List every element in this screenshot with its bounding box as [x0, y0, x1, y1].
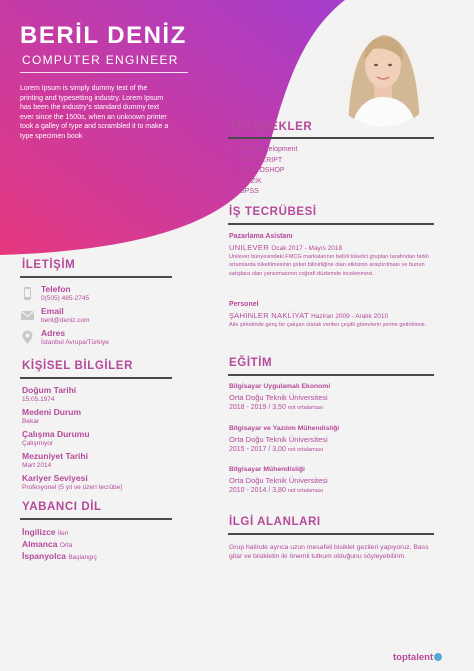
experience-dates: Haziran 2009 - Aralık 2010: [311, 313, 389, 320]
phone-label: Telefon: [41, 284, 71, 294]
experience-company-line: [229, 243, 342, 252]
education-gpa: 3,80: [272, 487, 286, 494]
experience-dates: Ocak 2017 - Mayıs 2018: [271, 245, 343, 252]
education-gpa: 3,00: [272, 446, 286, 453]
profile-photo: [326, 13, 440, 127]
marital-status-value: Bekar: [22, 418, 39, 425]
experience-company: UNILEVER: [229, 243, 269, 252]
languages-section-title: YABANCI DİL: [22, 501, 102, 513]
education-years: 2015 - 2017: [229, 446, 267, 453]
experience-role: Pazarlama Asistanı: [229, 233, 293, 240]
interests-section-rule: [228, 533, 434, 535]
experience-description: Unilever bünyesindeki FMCG markalarının belirli tüketici grupları tarafından farklı ortamlarda tüketilmesinin şirket bilinirliğine olan etkisinin araştırılması ve bunun satışlara olan yansımasının coğrafi düzlemde incelenmesi.: [229, 254, 429, 277]
language-item: [22, 527, 68, 537]
skill-item: • JAVASCRIPT: [240, 156, 297, 167]
languages-section-rule: [20, 518, 172, 520]
skills-section-title: YETENEKLER: [229, 121, 313, 133]
education-degree: Bilgisayar Mühendisliği: [229, 466, 305, 473]
education-years: 2018 - 2019: [229, 404, 267, 411]
skill-item: • SPSS: [240, 187, 297, 198]
address-value: İstanbul Avrupa/Türkiye: [41, 339, 109, 346]
career-level-label: Kariyer Seviyesi: [22, 473, 88, 483]
language-level: İleri: [57, 530, 69, 537]
birthdate-value: 15.05.1974: [22, 396, 55, 403]
interests-section-title: İLGİ ALANLARI: [229, 516, 321, 528]
education-gpa-note: not ortalaması: [287, 405, 324, 411]
career-level-value: Profesyonel (5 yıl ve üzeri tecrübe): [22, 484, 123, 491]
graduation-date-label: Mezuniyet Tarihi: [22, 451, 88, 461]
education-section-rule: [228, 374, 434, 376]
employment-status-label: Çalışma Durumu: [22, 429, 90, 439]
email-label: Email: [41, 306, 64, 316]
experience-company-line: [229, 311, 388, 320]
skill-item: • PHOTOSHOP: [240, 166, 297, 177]
education-gpa-note: not ortalaması: [287, 488, 324, 494]
experience-section-title: İŞ TECRÜBESİ: [229, 206, 317, 218]
language-level: Başlangıç: [68, 554, 97, 561]
envelope-icon: [20, 308, 35, 323]
skill-item: • Web Development: [240, 145, 297, 156]
candidate-name: BERİL DENİZ: [20, 22, 187, 49]
education-detail: 2018 - 2019 / 3,50 not ortalaması: [229, 404, 324, 411]
contact-email: [20, 306, 190, 328]
contact-address: [20, 328, 190, 350]
education-degree: Bilgisayar Uygulamalı Ekonomi: [229, 383, 331, 390]
education-school: Orta Doğu Teknik Üniversitesi: [229, 435, 328, 444]
profile-summary: Lorem Ipsum is simply dummy text of the printing and typesetting industry. Lorem Ipsum has been the industry's standard dummy text ever since the 1500s, when an unknown printer took a galley of type and scrambled it to make a type specimen book: [20, 85, 169, 140]
experience-description: Aile şirketinde genç bir çalışan olarak verilen çeşitli görevlerin yerine getirilmesi.: [229, 322, 427, 328]
language-level: Orta: [59, 542, 73, 549]
education-gpa-note: not ortalaması: [287, 447, 324, 453]
personal-section-rule: [20, 377, 172, 379]
contact-section-rule: [20, 276, 172, 278]
interests-text: Grup halinde ayrıca uzun mesafeli bisiklet gezileri yapıyoruz. Bass gitar ve bisikletin iki önemli tutkum olduğunu söyleyebilirim.: [229, 544, 429, 561]
education-detail: 2015 - 2017 / 3,00 not ortalaması: [229, 446, 324, 453]
experience-section-rule: [228, 223, 434, 225]
education-degree: Bilgisayar ve Yazılım Mühendisliği: [229, 425, 340, 432]
address-label: Adres: [41, 328, 66, 338]
phone-value: 0(505) 485-2745: [41, 295, 90, 302]
language-item: [22, 551, 97, 561]
toptalent-logo[interactable]: [393, 652, 442, 663]
personal-section-title: KİŞİSEL BİLGİLER: [22, 360, 133, 372]
skill-item: • MÜZİK: [240, 177, 297, 188]
skills-section-rule: [228, 137, 434, 139]
employment-status-value: Çalışmıyor: [22, 440, 54, 447]
phone-icon: [20, 286, 35, 301]
marital-status-label: Medeni Durum: [22, 407, 82, 417]
contact-phone: [20, 284, 190, 306]
language-name: Almanca: [22, 539, 58, 549]
logo-text: toptalent: [393, 652, 434, 663]
location-pin-icon: [20, 330, 35, 345]
education-years: 2010 - 2014: [229, 487, 267, 494]
name-divider: [20, 72, 188, 73]
email-value: beril@deniz.com: [41, 317, 90, 324]
graduation-date-value: Mart 2014: [22, 462, 52, 469]
education-gpa: 3,50: [272, 404, 286, 411]
skills-list: [230, 145, 297, 198]
experience-company: ŞAHİNLER NAKLİYAT: [229, 311, 309, 320]
logo-mark-icon: [434, 653, 442, 661]
education-section-title: EĞİTİM: [229, 357, 273, 369]
job-title: COMPUTER ENGINEER: [22, 53, 179, 67]
birthdate-label: Doğum Tarihi: [22, 385, 77, 395]
language-item: [22, 539, 72, 549]
language-name: İspanyolca: [22, 551, 66, 561]
experience-role: Personel: [229, 301, 259, 308]
education-school: Orta Doğu Teknik Üniversitesi: [229, 393, 328, 402]
contact-section-title: İLETİŞİM: [22, 259, 76, 271]
education-school: Orta Doğu Teknik Üniversitesi: [229, 476, 328, 485]
education-detail: 2010 - 2014 / 3,80 not ortalaması: [229, 487, 324, 494]
language-name: İngilizce: [22, 527, 56, 537]
